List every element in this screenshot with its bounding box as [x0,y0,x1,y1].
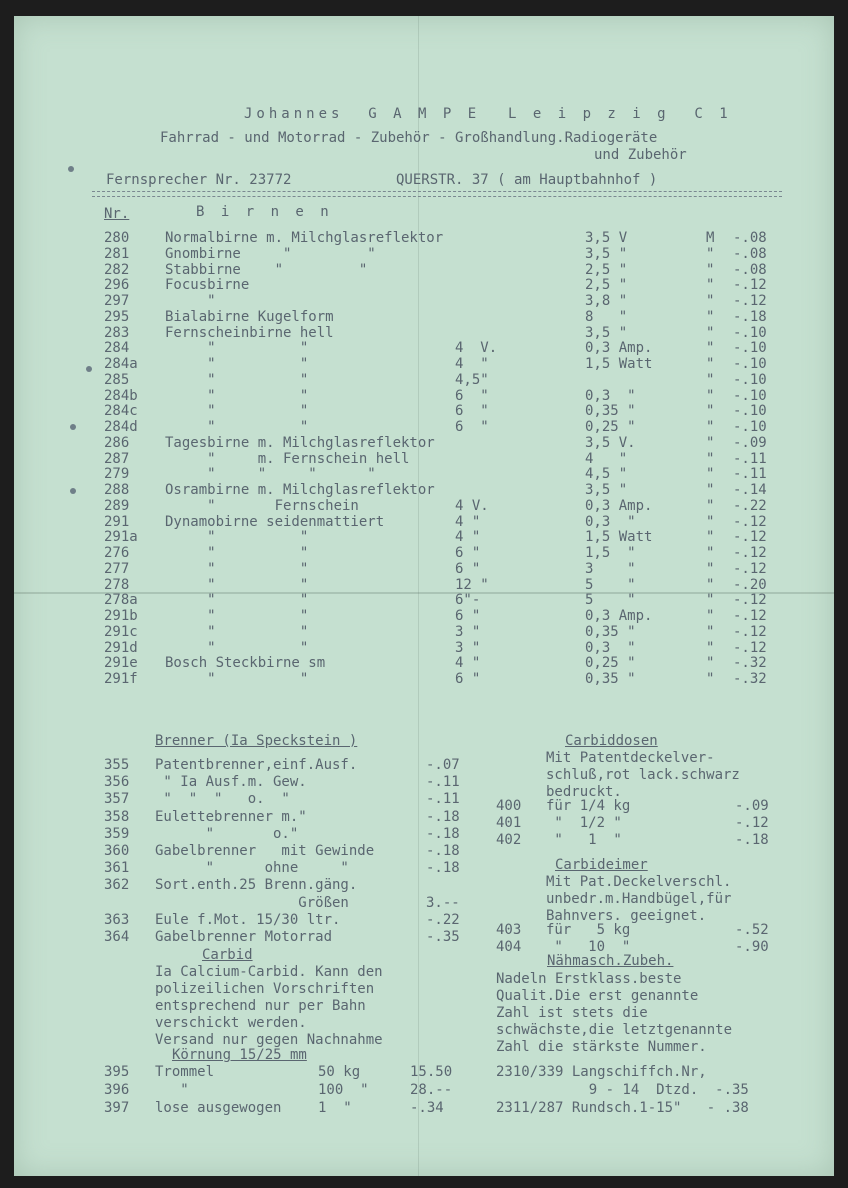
row-description: " [165,293,216,309]
row-spec: 0,3 Amp. [585,340,653,356]
row-ditto: " [706,451,715,467]
row-number: 403 [496,922,522,938]
row-price: -.07 [426,757,460,773]
text-line: Mit Pat.Deckelverschl. [546,874,732,890]
row-description: " " [165,577,309,593]
section-title-carbid: Carbid [202,947,253,963]
row-description: " " [165,640,309,656]
row-price: -.32 [733,655,767,671]
row-number: 355 [104,757,130,773]
row-description: Normalbirne m. Milchglasreflektor [165,230,444,246]
row-spec: 4,5 " [585,466,628,482]
row-description: Patentbrenner,einf.Ausf. [155,757,358,773]
row-price: -.12 [733,277,767,293]
row-ditto: " [706,592,715,608]
row-number: 285 [104,372,130,388]
row-number: 361 [104,860,130,876]
row-ditto: " [706,624,715,640]
row-price: -.11 [733,466,767,482]
row-number: 291d [104,640,138,656]
row-number: 401 [496,815,522,831]
row-ditto: M [706,230,715,246]
row-ditto: " [706,419,715,435]
row-price: -.12 [733,514,767,530]
row-description: Focusbirne [165,277,250,293]
row-description: " " " o. " [155,791,290,807]
row-number: 296 [104,277,130,293]
row-spec: 4 " [585,451,628,467]
row-description: " " [165,388,309,404]
carbid-koernung: Körnung 15/25 mm [172,1047,307,1063]
row-price: -.35 [426,929,460,945]
row-number: 404 [496,939,522,955]
row-price: -.12 [733,529,767,545]
row-price: -.18 [426,843,460,859]
company-name: Johannes G A M P E [244,106,481,122]
text-line: Ia Calcium-Carbid. Kann den [155,964,383,980]
row-ditto: " [706,514,715,530]
row-description: " o." [155,826,299,842]
row-price: -.10 [733,356,767,372]
row-price: -.12 [733,640,767,656]
row-number: 363 [104,912,130,928]
punch-hole-mark [86,366,92,372]
row-number: 360 [104,843,130,859]
row-price: -.12 [733,608,767,624]
row-spec: 0,25 " [585,655,636,671]
row-price: -.11 [733,451,767,467]
company-tagline-cont: und Zubehör [594,147,687,163]
text-line: Nadeln Erstklass.beste [496,971,682,987]
row-description: Eulettebrenner m." [155,809,307,825]
row-price: -.11 [426,774,460,790]
row-voltage: 12 " [455,577,489,593]
row-description: " " [165,419,309,435]
row-spec: 0,3 Amp. [585,608,653,624]
row-ditto: " [706,498,715,514]
row-number: 400 [496,798,522,814]
row-number: 396 [104,1082,130,1098]
row-number: 295 [104,309,130,325]
row-description: " " [165,403,309,419]
row-spec: 0,3 " [585,514,636,530]
row-ditto: " [706,577,715,593]
row-price: -.12 [735,815,769,831]
row-ditto: " [706,529,715,545]
row-number: 284d [104,419,138,435]
row-price: -.90 [735,939,769,955]
row-price: -.08 [733,262,767,278]
row-price: -.18 [735,832,769,848]
text-line: bedruckt. [546,784,622,800]
row-price: -.22 [733,498,767,514]
row-spec: 0,3 " [585,640,636,656]
row-number: 297 [104,293,130,309]
row-voltage: 4 " [455,356,489,372]
row-price: -.12 [733,624,767,640]
row-price: -.14 [733,482,767,498]
row-voltage: 6 " [455,388,489,404]
text-line: Versand nur gegen Nachnahme [155,1032,383,1048]
row-price: -.10 [733,403,767,419]
row-spec: 0,35 " [585,671,636,687]
row-spec: 3,8 " [585,293,628,309]
row-number: 358 [104,809,130,825]
row-ditto: " [706,325,715,341]
section-title-carbideimer: Carbideimer [555,857,648,873]
row-number: 288 [104,482,130,498]
row-spec: 5 " [585,577,636,593]
row-voltage: 6 " [455,608,481,624]
row-ditto: " [706,435,715,451]
row-spec: 0,3 " [585,388,636,404]
row-description: Stabbirne " " [165,262,368,278]
row-voltage: 3 " [455,624,481,640]
text-line: schluß,rot lack.schwarz [546,767,740,783]
row-ditto: " [706,545,715,561]
text-line: unbedr.m.Handbügel,für [546,891,732,907]
text-line: Bahnvers. geeignet. [546,908,707,924]
punch-hole-mark [70,488,76,494]
row-spec: 0,25 " [585,419,636,435]
row-spec: 3 " [585,561,636,577]
row-price: -.10 [733,372,767,388]
row-price: -.10 [733,388,767,404]
row-ditto: " [706,655,715,671]
row-description: Größen [155,895,349,911]
row-price: -.10 [733,419,767,435]
row-description: Trommel [155,1064,215,1080]
row-description: lose ausgewogen [155,1100,282,1116]
row-price: -.32 [733,671,767,687]
row-quantity: 1 " [318,1100,352,1116]
row-spec: 0,3 Amp. [585,498,653,514]
row-ditto: " [706,466,715,482]
row-description: Osrambirne m. Milchglasreflektor [165,482,435,498]
row-number: 357 [104,791,130,807]
row-price: -.18 [733,309,767,325]
row-ditto: " [706,640,715,656]
row-ditto: " [706,309,715,325]
row-description: Gnombirne " " [165,246,376,262]
row-description: " " [165,372,309,388]
row-voltage: 4 V. [455,498,489,514]
row-description: " [155,1082,189,1098]
phone-number: Fernsprecher Nr. 23772 [106,172,292,188]
text-line: Qualit.Die erst genannte [496,988,699,1004]
row-number: 291e [104,655,138,671]
row-price: -.34 [410,1100,444,1116]
row-voltage: 6 " [455,419,489,435]
row-price: 28.-- [410,1082,453,1098]
row-description: für 1/4 kg [546,798,631,814]
row-number: 286 [104,435,130,451]
row-number: 291f [104,671,138,687]
row-ditto: " [706,356,715,372]
row-spec: 8 " [585,309,628,325]
row-price: -.12 [733,561,767,577]
row-price: -.18 [426,826,460,842]
paper-vertical-fold [418,16,419,1176]
row-voltage: 3 " [455,640,481,656]
text-line: Zahl die stärkste Nummer. [496,1039,707,1055]
row-ditto: " [706,372,715,388]
row-number: 277 [104,561,130,577]
row-voltage: 6 " [455,671,481,687]
row-description: Gabelbrenner mit Gewinde [155,843,375,859]
row-description: Tagesbirne m. Milchglasreflektor [165,435,435,451]
row-description: Bialabirne Kugelform [165,309,334,325]
text-line: Zahl ist stets die [496,1005,648,1021]
row-spec: 3,5 " [585,246,628,262]
row-spec: 3,5 " [585,325,628,341]
section-title-naehmasch: Nähmasch.Zubeh. [547,953,674,969]
row-description: " " [165,545,309,561]
row-spec: 3,5 V. [585,435,636,451]
row-number: 279 [104,466,130,482]
row-number: 276 [104,545,130,561]
row-description: Sort.enth.25 Brenn.gäng. [155,877,358,893]
row-price: -.08 [733,230,767,246]
row-spec: 0,35 " [585,624,636,640]
row-number: 291 [104,514,130,530]
text-line: polizeilichen Vorschriften [155,981,375,997]
row-voltage: 4 V. [455,340,498,356]
row-description: " " [165,624,309,640]
row-number: 356 [104,774,130,790]
row-number: 291c [104,624,138,640]
row-quantity: 50 kg [318,1064,361,1080]
row-ditto: " [706,671,715,687]
row-price: -.20 [733,577,767,593]
row-spec: 3,5 V [585,230,628,246]
section-title-brenner: Brenner (Ia Speckstein ) [155,733,358,749]
row-number: 278 [104,577,130,593]
row-ditto: " [706,482,715,498]
row-number: 284a [104,356,138,372]
row-voltage: 4 " [455,514,481,530]
row-number: 283 [104,325,130,341]
row-description: Dynamobirne seidenmattiert [165,514,385,530]
row-voltage: 6"- [455,592,481,608]
row-description: " " [165,561,309,577]
street-address: QUERSTR. 37 ( am Hauptbahnhof ) [396,172,658,188]
row-description: " 1/2 " [546,815,622,831]
row-voltage: 6 " [455,545,481,561]
row-price: -.18 [426,860,460,876]
row-number: 284b [104,388,138,404]
row-price: -.22 [426,912,460,928]
section-title-carbiddosen: Carbiddosen [565,733,658,749]
row-description: " " [165,608,309,624]
row-description: " ohne " [155,860,349,876]
row-description: " " " " [165,466,376,482]
row-spec: 1,5 Watt [585,529,653,545]
row-description: Eule f.Mot. 15/30 ltr. [155,912,341,928]
row-voltage: 6 " [455,561,481,577]
needle-item: 9 - 14 Dtzd. -.35 [496,1082,749,1098]
company-tagline: Fahrrad - und Motorrad - Zubehör - Großhandlung.Radiogeräte [160,130,658,146]
row-number: 359 [104,826,130,842]
needle-item: 2311/287 Rundsch.1-15" - .38 [496,1100,749,1116]
row-number: 291a [104,529,138,545]
row-quantity: 100 " [318,1082,369,1098]
row-number: 402 [496,832,522,848]
row-ditto: " [706,340,715,356]
row-price: 3.-- [426,895,460,911]
header-rule [92,191,782,197]
column-nr-header: Nr. [104,206,130,222]
row-price: -.52 [735,922,769,938]
row-description: Fernscheinbirne hell [165,325,334,341]
row-ditto: " [706,561,715,577]
row-number: 364 [104,929,130,945]
row-spec: 0,35 " [585,403,636,419]
row-voltage: 4 " [455,655,481,671]
row-description: Gabelbrenner Motorrad [155,929,333,945]
row-voltage: 4,5" [455,372,489,388]
row-price: -.18 [426,809,460,825]
text-line: Mit Patentdeckelver- [546,750,715,766]
row-description: " Fernschein [165,498,359,514]
row-ditto: " [706,403,715,419]
row-price: -.09 [735,798,769,814]
row-spec: 2,5 " [585,262,628,278]
row-ditto: " [706,246,715,262]
row-spec: 1,5 Watt [585,356,653,372]
text-line: schwächste,die letztgenannte [496,1022,733,1038]
row-price: -.09 [733,435,767,451]
row-voltage: 6 " [455,403,489,419]
row-price: -.10 [733,340,767,356]
row-ditto: " [706,262,715,278]
row-description: " " [165,592,309,608]
row-description: " " [165,529,309,545]
row-description: " Ia Ausf.m. Gew. [155,774,307,790]
row-spec: 3,5 " [585,482,628,498]
row-number: 289 [104,498,130,514]
row-ditto: " [706,277,715,293]
row-ditto: " [706,608,715,624]
row-number: 395 [104,1064,130,1080]
text-line: entsprechend nur per Bahn [155,998,366,1014]
row-description: " 1 " [546,832,622,848]
row-description: " m. Fernschein hell [165,451,410,467]
company-city: L e i p z i g C 1 [508,106,732,122]
row-number: 280 [104,230,130,246]
row-price: -.12 [733,592,767,608]
row-price: 15.50 [410,1064,453,1080]
row-number: 278a [104,592,138,608]
row-spec: 2,5 " [585,277,628,293]
punch-hole-mark [68,166,74,172]
row-spec: 1,5 " [585,545,636,561]
row-description: für 5 kg [546,922,631,938]
row-description: " " [165,356,309,372]
row-price: -.08 [733,246,767,262]
row-description: " 10 " [546,939,631,955]
row-description: " " [165,340,309,356]
row-price: -.10 [733,325,767,341]
row-number: 291b [104,608,138,624]
row-number: 362 [104,877,130,893]
row-number: 284c [104,403,138,419]
row-ditto: " [706,388,715,404]
row-description: Bosch Steckbirne sm [165,655,326,671]
row-number: 397 [104,1100,130,1116]
row-price: -.11 [426,791,460,807]
row-number: 282 [104,262,130,278]
row-spec: 5 " [585,592,636,608]
punch-hole-mark [70,424,76,430]
row-number: 281 [104,246,130,262]
needle-item: 2310/339 Langschiffch.Nr, [496,1064,707,1080]
row-price: -.12 [733,545,767,561]
row-ditto: " [706,293,715,309]
row-price: -.12 [733,293,767,309]
row-number: 287 [104,451,130,467]
section-title-birnen: B i r n e n [196,204,333,220]
text-line: verschickt werden. [155,1015,307,1031]
row-number: 284 [104,340,130,356]
row-voltage: 4 " [455,529,481,545]
row-description: " " [165,671,309,687]
